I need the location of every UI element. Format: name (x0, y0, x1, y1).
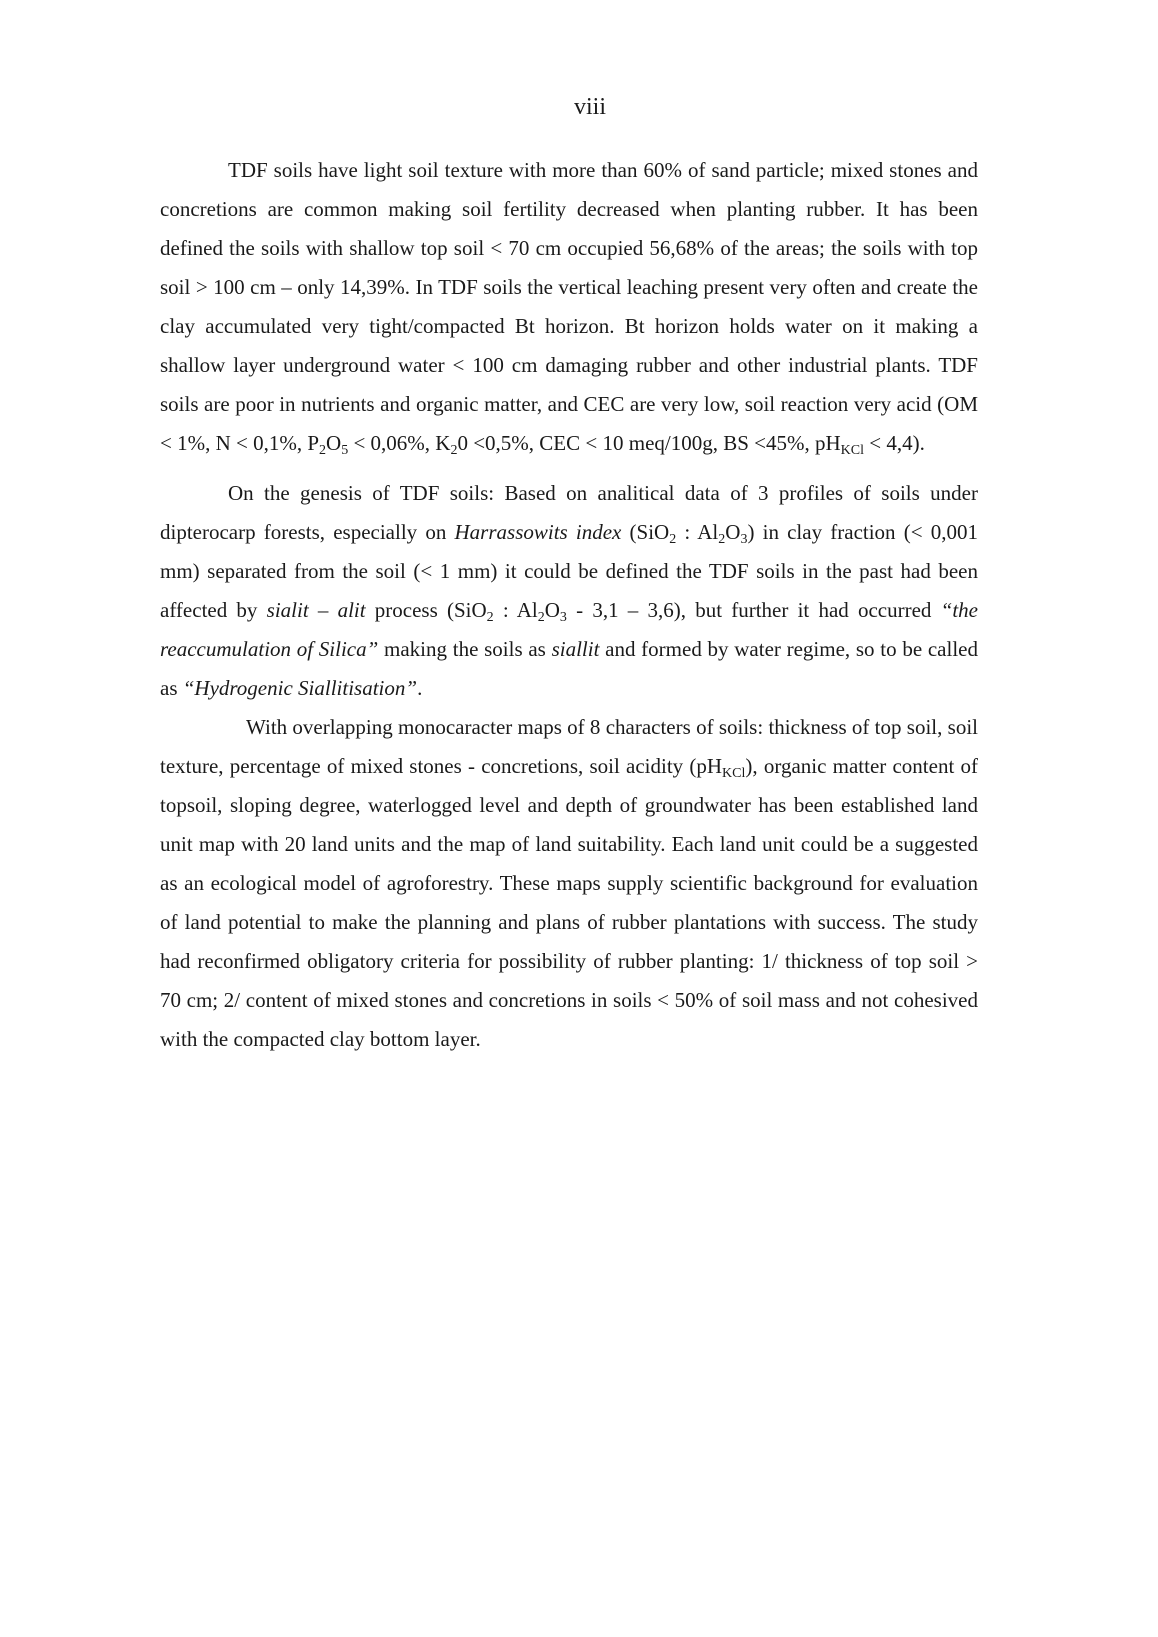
text-run: and formed by water regime, so to be called as (160, 637, 978, 700)
subscript-text: 2 (319, 443, 327, 458)
text-run: . (417, 676, 423, 700)
subscript-text: 2 (450, 443, 458, 458)
paragraph-land-unit-maps (160, 708, 978, 1059)
text-run: 0 <0,5%, CEC < 10 meq/100g, BS <45%, pH (457, 431, 841, 455)
text-run: : Al (676, 520, 719, 544)
subscript-text: 2 (669, 532, 677, 547)
italic-text: siallit (551, 637, 600, 661)
subscript-text: 2 (537, 610, 545, 625)
subscript-text: KCl (840, 443, 865, 458)
text-run: - 3,1 – 3,6), but further it had occurred (566, 598, 941, 622)
text-run: With overlapping monocaracter maps of 8 characters of soils: thickness of top soil, soil texture, percentage of mixed stones - concretions, soil acidity (pH (160, 715, 978, 778)
subscript-text: 3 (559, 610, 567, 625)
subscript-text: 5 (341, 443, 349, 458)
page-number: viii (573, 94, 606, 120)
text-run: process (SiO (365, 598, 487, 622)
text-run: ), organic matter content of topsoil, sloping degree, waterlogged level and depth of groundwater has been established land unit map with 20 land units and the map of land suitability. Each land unit could be a suggested as an ecological model of agroforestry. These maps supply scientific background for evaluation of land potential to make the planning and plans of rubber plantations with success. The study had reconfirmed obligatory criteria for possibility of rubber planting: 1/ thickness of top soil > 70 cm; 2/ content of mixed stones and concretions in soils < 50% of soil mass and not cohesived with the compacted clay bottom layer. (160, 754, 979, 1051)
text-run: O (544, 598, 560, 622)
text-run: O (725, 520, 741, 544)
text-run: TDF soils have light soil texture with more than 60% of sand particle; mixed stones and concretions are common making soil fertility decreased when planting rubber. It has been defined the soils with shallow top soil < 70 cm occupied 56,68% of the areas; the soils with top soil > 100 cm – only 14,39%. In TDF soils the vertical leaching present very often and create the clay accumulated very tight/compacted Bt horizon. Bt horizon holds water on it making a shallow layer underground water < 100 cm damaging rubber and other industrial plants. TDF soils are poor in nutrients and organic matter, and CEC are very low, soil reaction very acid (OM < 1%, N < 0,1%, P (160, 158, 978, 455)
text-run: ) in clay fraction (< 0,001 mm) separated from the soil (< 1 mm) it could be defined the TDF soils in the past had been affected by (160, 520, 978, 622)
body-text (160, 151, 978, 1059)
italic-text: Harrassowits index (454, 520, 622, 544)
subscript-text: KCl (722, 766, 746, 781)
paragraph-soil-properties (160, 151, 978, 463)
subscript-text: 3 (740, 532, 748, 547)
text-run: making the soils as (378, 637, 552, 661)
italic-text: “the reaccumulation of Silica” (160, 598, 978, 661)
paragraph-soil-genesis (160, 474, 978, 708)
text-run: O (326, 431, 342, 455)
subscript-text: 2 (486, 610, 494, 625)
italic-text: “Hydrogenic Siallitisation” (182, 676, 418, 700)
text-run: < 4,4). (864, 431, 925, 455)
subscript-text: 2 (718, 532, 726, 547)
text-run: < 0,06%, K (348, 431, 451, 455)
text-run: (SiO (621, 520, 670, 544)
italic-text: sialit – alit (266, 598, 366, 622)
text-run: On the genesis of TDF soils: Based on analitical data of 3 profiles of soils under dipterocarp forests, especially on (160, 481, 978, 544)
text-run: : Al (493, 598, 538, 622)
